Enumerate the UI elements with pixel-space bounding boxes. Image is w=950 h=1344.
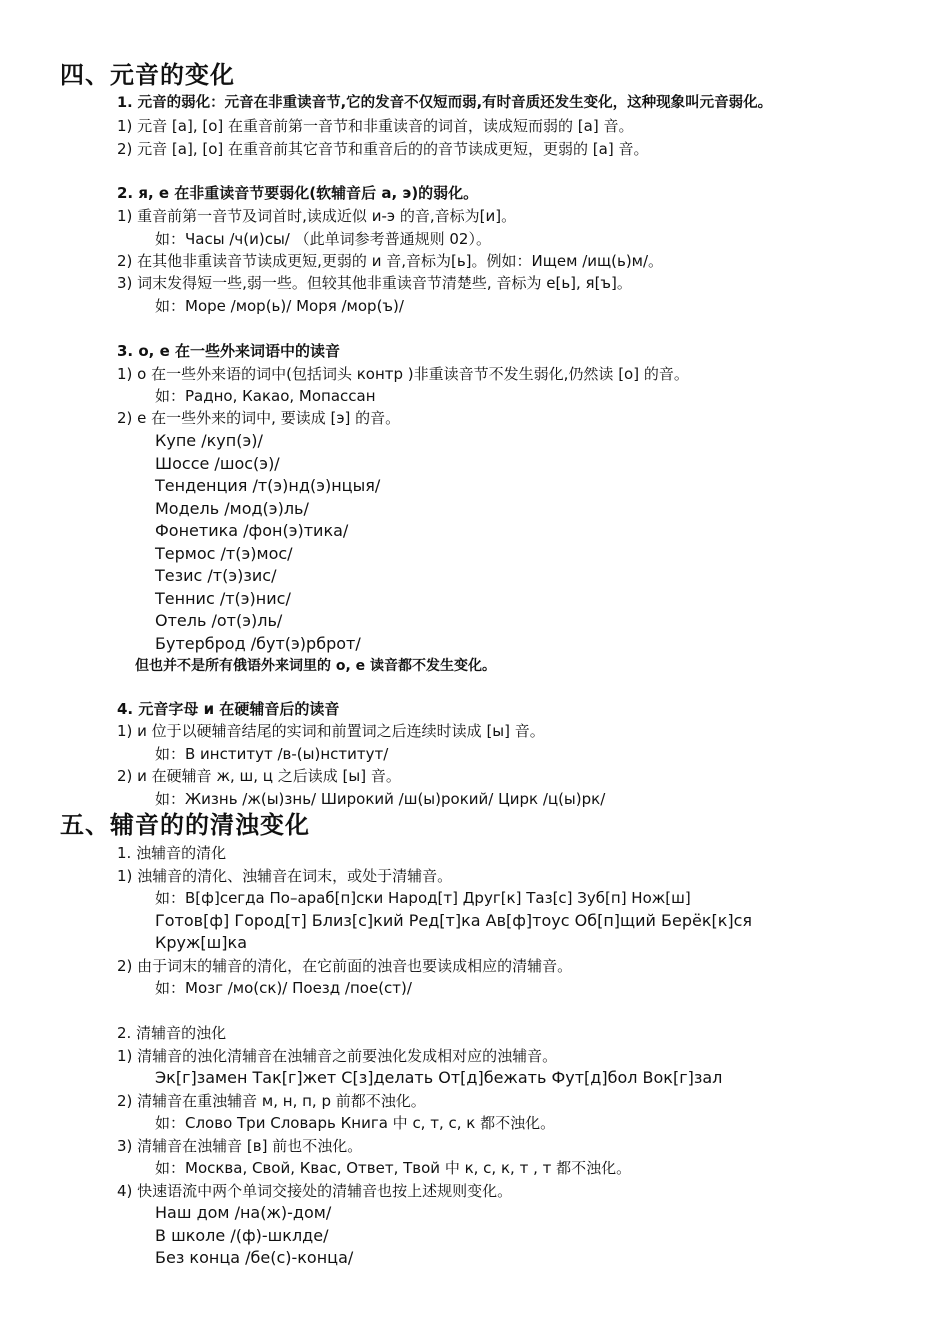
word-example: Тенденция /т(э)нд(э)нцыя/ [155, 476, 381, 495]
rule-line: 2) 清辅音在重浊辅音 м, н, п, р 前都不浊化。 [117, 1092, 426, 1110]
rule-line: 1) 重音前第一音节及词首时,读成近似 и-э 的音,音标为[и]。 [117, 207, 517, 225]
loanword-note: 但也并不是所有俄语外来词里的 о, е 读音都不发生变化。 [135, 658, 497, 674]
example-line: 如：Море /мор(ь)/ Моря /мор(ъ)/ [155, 297, 404, 315]
voicing-heading: 2. 清辅音的浊化 [117, 1024, 227, 1042]
example-line: 如：Москва, Свой, Квас, Ответ, Твой 中 к, с, к, т , т 都不浊化。 [155, 1159, 632, 1177]
example-line: Готов[ф] Город[т] Близ[с]кий Ред[т]ка Ав[ф]тоус Об[п]щий Берёк[к]ся [155, 911, 753, 930]
ya-e-weakening-heading: 2. я, е 在非重读音节要弱化(软辅音后 а, э)的弱化。 [117, 184, 479, 202]
example-line: 如：Слово Три Словарь Книга 中 с, т, с, к 都不浊化。 [155, 1114, 556, 1132]
example-line: Эк[г]замен Так[г]жет С[з]делать От[д]бежать Фут[д]бол Вок[г]зал [155, 1068, 723, 1087]
word-example: Фонетика /фон(э)тика/ [155, 521, 349, 540]
vowel-weakening-heading: 1. 元音的弱化：元音在非重读音节,它的发音不仅短而弱,有时音质还发生变化，这种现象叫元音弱化。 [117, 95, 773, 111]
devoicing-heading: 1. 浊辅音的清化 [117, 844, 227, 862]
word-example: Наш дом /на(ж)-дом/ [155, 1203, 332, 1222]
rule-line: 4) 快速语流中两个单词交接处的清辅音也按上述规则变化。 [117, 1182, 513, 1200]
example-line: 如：В[ф]сегда По–араб[п]ски Народ[т] Друг[к] Таз[с] Зуб[п] Нож[ш] [155, 889, 691, 907]
section-5-title: 五、辅音的的清浊变化 [60, 810, 310, 839]
word-example: Купе /куп(э)/ [155, 431, 263, 450]
rule-line: 1) 浊辅音的清化、浊辅音在词末，或处于清辅音。 [117, 867, 453, 885]
rule-line: 2) 元音 [а], [о] 在重音前其它音节和重音后的的音节读成更短，更弱的 [а] 音。 [117, 140, 649, 158]
example-line: 如：В институт /в-(ы)нститут/ [155, 745, 389, 763]
rule-line: 2) и 在硬辅音 ж, ш, ц 之后读成 [ы] 音。 [117, 767, 401, 785]
word-example: Отель /от(э)ль/ [155, 611, 283, 630]
i-after-hard-heading: 4. 元音字母 и 在硬辅音后的读音 [117, 700, 340, 718]
loanword-heading: 3. о, е 在一些外来词语中的读音 [117, 342, 340, 360]
example-line: Круж[ш]ка [155, 933, 247, 952]
section-4-title: 四、元音的变化 [60, 60, 235, 89]
rule-line: 3) 清辅音在浊辅音 [в] 前也不浊化。 [117, 1137, 363, 1155]
word-example: Модель /мод(э)ль/ [155, 499, 309, 518]
word-example: Бутерброд /бут(э)рброт/ [155, 634, 361, 653]
word-example: В школе /(ф)-шклде/ [155, 1226, 329, 1245]
rule-line: 1) 清辅音的浊化清辅音在浊辅音之前要浊化发成相对应的浊辅音。 [117, 1047, 558, 1065]
example-line: 如：Мозг /мо(ск)/ Поезд /пое(ст)/ [155, 979, 412, 997]
word-example: Шоссе /шос(э)/ [155, 454, 280, 473]
rule-line: 3) 词末发得短一些,弱一些。但较其他非重读音节清楚些, 音标为 е[ь], я[ъ]。 [117, 274, 632, 292]
rule-line: 2) е 在一些外来的词中, 要读成 [э] 的音。 [117, 409, 401, 427]
word-example: Без конца /бе(с)-конца/ [155, 1248, 354, 1267]
rule-line: 2) 由于词末的辅音的清化，在它前面的浊音也要读成相应的清辅音。 [117, 957, 573, 975]
example-line: 如：Жизнь /ж(ы)знь/ Широкий /ш(ы)рокий/ Цирк /ц(ы)рк/ [155, 790, 606, 808]
rule-line: 1) 元音 [а], [о] 在重音前第一音节和非重读音的词首，读成短而弱的 [а] 音。 [117, 117, 634, 135]
word-example: Теннис /т(э)нис/ [155, 589, 291, 608]
rule-line: 2) 在其他非重读音节读成更短,更弱的 и 音,音标为[ь]。例如：Ищем /ищ(ь)м/。 [117, 252, 664, 270]
rule-line: 1) о 在一些外来语的词中(包括词头 контр )非重读音节不发生弱化,仍然读 [о] 的音。 [117, 365, 689, 383]
rule-line: 1) и 位于以硬辅音结尾的实词和前置词之后连续时读成 [ы] 音。 [117, 722, 545, 740]
example-line: 如：Часы /ч(и)сы/ （此单词参考普通规则 02）。 [155, 230, 491, 248]
word-example: Термос /т(э)мос/ [155, 544, 293, 563]
word-example: Тезис /т(э)зис/ [155, 566, 277, 585]
example-line: 如：Радно, Какао, Мопассан [155, 387, 376, 405]
